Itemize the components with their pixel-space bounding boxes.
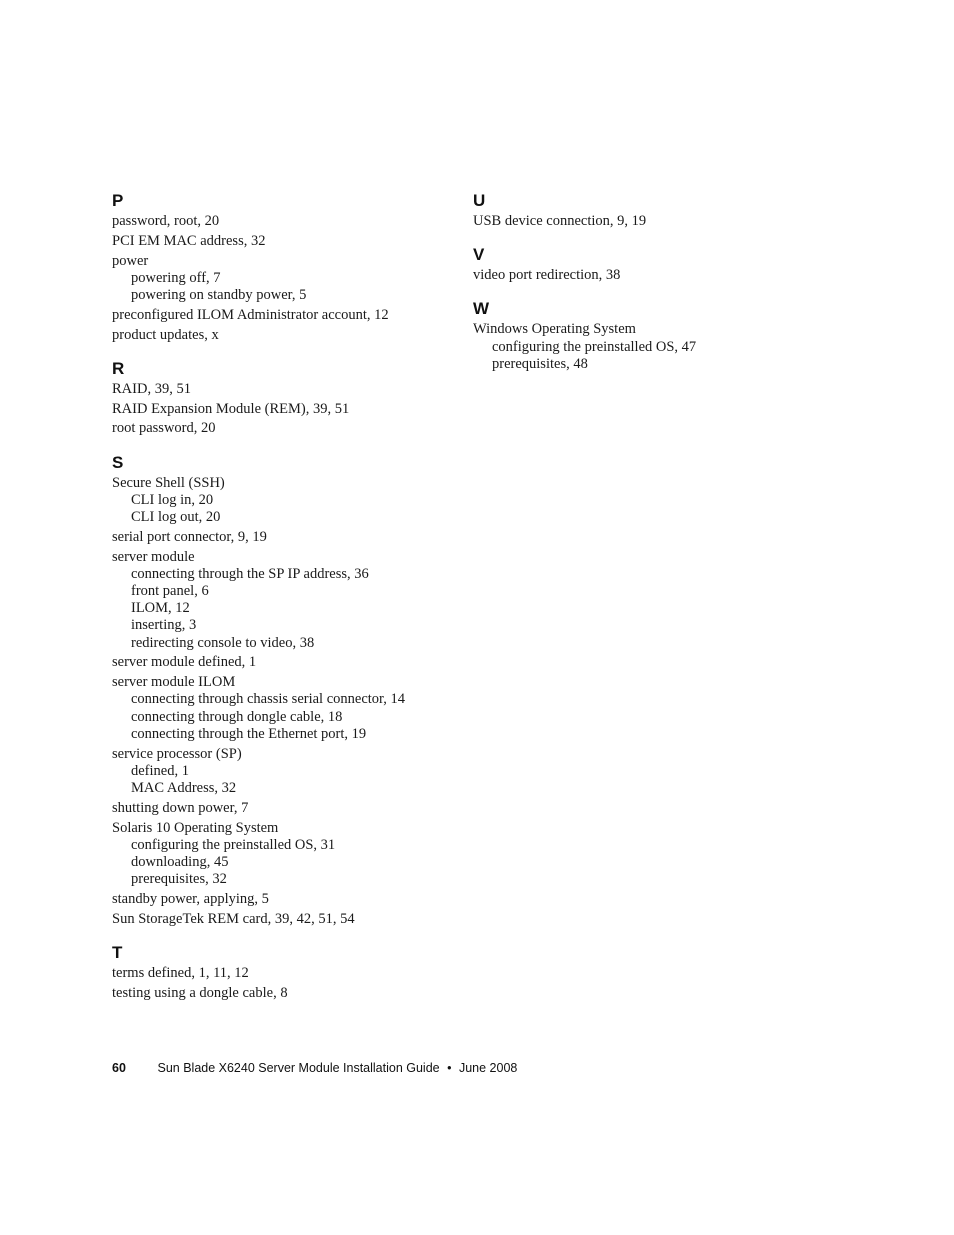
index-subentry: MAC Address, 32 [131,780,237,797]
index-subentry: prerequisites, 32 [131,871,227,888]
index-entry-term: testing using a dongle cable, 8 [112,984,288,1001]
index-entry-term: RAID, 39, 51 [112,380,191,397]
page-number: 60 [112,1061,126,1075]
index-entry [112,213,452,230]
index-subentry: redirecting console to video, 38 [131,634,315,651]
index-entry-term: Secure Shell (SSH) [112,474,225,491]
index-entry-term: video port redirection, 38 [473,267,621,284]
index-entry-term: preconfigured ILOM Administrator account, 12 [112,306,389,323]
index-entry [473,267,813,284]
index-entry [112,800,452,817]
index-section-s [112,452,452,928]
index-entry-term: Sun StorageTek REM card, 39, 42, 51, 54 [112,910,355,927]
index-entry-term: USB device connection, 9, 19 [473,213,647,229]
index-entry [112,891,452,908]
index-entry-term: Windows Operating System [473,321,636,338]
index-subentry: front panel, 6 [131,583,209,599]
section-letter: R [112,358,125,378]
index-subentry: ILOM, 12 [131,600,190,617]
index-subentry: powering on standby power, 5 [131,287,307,303]
index-entry-term: power [112,252,149,269]
index-column-right [473,190,813,387]
index-entry-term: shutting down power, 7 [112,799,249,816]
index-section-u [473,190,813,230]
index-entry [112,965,452,982]
index-entry [112,820,452,889]
index-subentry: connecting through dongle cable, 18 [131,708,343,725]
index-entry-term: Solaris 10 Operating System [112,819,279,836]
index-entry-term: root password, 20 [112,420,216,437]
index-subentry: configuring the preinstalled OS, 47 [492,338,697,355]
index-section-t [112,942,452,1002]
index-entry-term: product updates, x [112,326,219,343]
section-letter: V [473,245,485,265]
index-entry-term: terms defined, 1, 11, 12 [112,965,249,982]
index-entry [112,985,452,1002]
index-entry-term: server module defined, 1 [112,654,257,671]
index-entry [112,420,452,437]
index-entry [112,674,452,743]
index-entry [473,321,813,373]
index-entry-term: serial port connector, 9, 19 [112,528,267,545]
index-entry [112,327,452,344]
index-subentry: connecting through chassis serial connector, 14 [131,691,406,708]
index-subentry: downloading, 45 [131,854,229,871]
section-letter: S [112,452,124,472]
index-subentry: configuring the preinstalled OS, 31 [131,836,336,853]
index-subentry: powering off, 7 [131,269,221,286]
index-subentry: connecting through the Ethernet port, 19 [131,725,367,742]
index-subentry: inserting, 3 [131,617,197,634]
index-entry [112,233,452,250]
index-entry-term: PCI EM MAC address, 32 [112,232,266,249]
index-subentry: CLI log out, 20 [131,509,221,525]
index-entry [112,746,452,798]
index-subentry: prerequisites, 48 [492,355,588,372]
index-section-p [112,190,452,344]
index-entry-term: password, root, 20 [112,213,220,229]
index-subentry: CLI log in, 20 [131,491,214,508]
index-section-v [473,244,813,284]
index-entry [112,253,452,305]
index-entry-term: server module [112,548,195,565]
index-entry [112,307,452,324]
section-letter: W [473,299,490,319]
index-entry-term: server module ILOM [112,674,236,691]
index-section-r [112,358,452,438]
footer-date: June 2008 [458,1061,518,1075]
index-entry [112,381,452,398]
index-entry [112,549,452,652]
index-subentry: defined, 1 [131,762,189,779]
index-entry [112,401,452,418]
index-entry [112,475,452,527]
index-section-w [473,298,813,373]
footer-separator: • [447,1061,452,1075]
index-subentry: connecting through the SP IP address, 36 [131,565,369,582]
index-entry [473,213,813,230]
index-column-left [112,190,452,1016]
index-entry-term: RAID Expansion Module (REM), 39, 51 [112,400,350,417]
index-entry-term: service processor (SP) [112,745,242,762]
index-entry [112,654,452,671]
section-letter: T [112,943,123,963]
index-entry-term: standby power, applying, 5 [112,891,269,908]
index-entry [112,911,452,928]
index-entry [112,529,452,546]
section-letter: U [473,191,486,210]
footer-doc-title: Sun Blade X6240 Server Module Installation Guide [157,1061,440,1075]
page-footer [112,1061,517,1075]
section-letter: P [112,191,124,210]
